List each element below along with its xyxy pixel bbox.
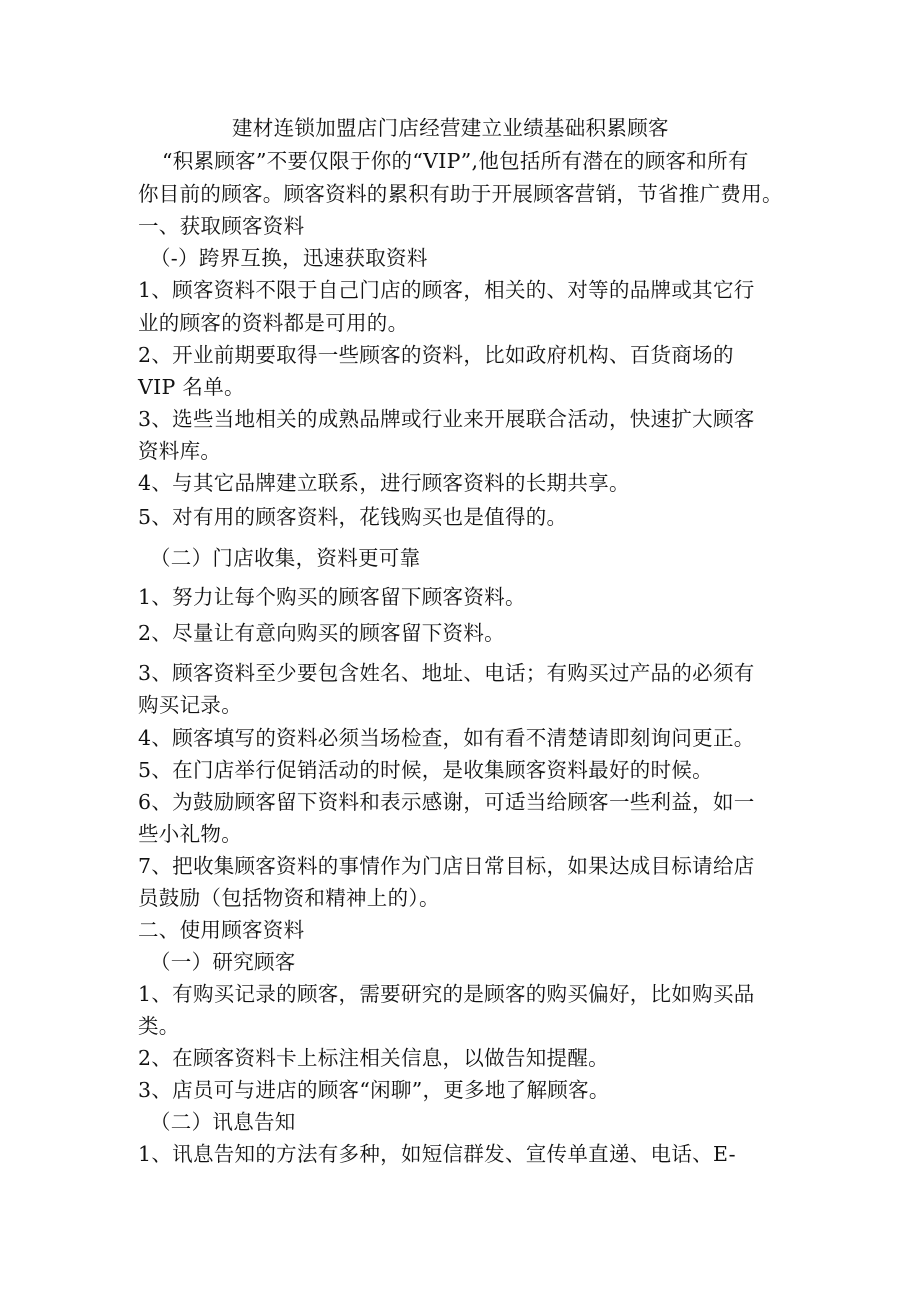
paragraph-line: 业的顾客的资料都是可用的。 [138, 311, 409, 335]
paragraph-line: 1、有购买记录的顾客，需要研究的是顾客的购买偏好，比如购买品 [138, 982, 755, 1006]
paragraph-line: 4、顾客填写的资料必须当场检查，如有看不清楚请即刻询问更正。 [138, 726, 755, 750]
paragraph-line: 7、把收集顾客资料的事情作为门店日常目标，如果达成目标请给店 [138, 854, 755, 878]
subsection-heading: （二）门店收集，资料更可靠 [150, 546, 421, 570]
paragraph-line: 6、为鼓励顾客留下资料和表示感谢，可适当给顾客一些利益，如一 [138, 790, 755, 814]
document-title: 建材连锁加盟店门店经营建立业绩基础积累顾客 [232, 116, 669, 140]
paragraph-line: VIP 名单。 [138, 375, 245, 399]
paragraph-line: 3、选些当地相关的成熟品牌或行业来开展联合活动，快速扩大顾客 [138, 407, 755, 431]
intro-line: 你目前的顾客。顾客资料的累积有助于开展顾客营销，节省推广费用。 [138, 182, 783, 206]
paragraph-line: 员鼓励（包括物资和精神上的）。 [138, 886, 440, 910]
paragraph-line: 3、店员可与进店的顾客“闲聊”，更多地了解顾客。 [138, 1078, 610, 1102]
paragraph-line: 资料库。 [138, 439, 222, 463]
paragraph-line: 5、对有用的顾客资料，花钱购买也是值得的。 [138, 505, 568, 529]
paragraph-line: 类。 [138, 1014, 180, 1038]
paragraph-line: 2、在顾客资料卡上标注相关信息，以做告知提醒。 [138, 1046, 609, 1070]
paragraph-line: 3、顾客资料至少要包含姓名、地址、电话；有购买过产品的必须有 [138, 661, 755, 685]
paragraph-line: 1、讯息告知的方法有多种，如短信群发、宣传单直递、电话、E- [138, 1142, 736, 1166]
section-heading: 二、使用顾客资料 [138, 918, 305, 942]
paragraph-line: 1、努力让每个购买的顾客留下顾客资料。 [138, 585, 526, 609]
paragraph-line: 1、顾客资料不限于自己门店的顾客，相关的、对等的品牌或其它行 [138, 278, 755, 302]
paragraph-line: 些小礼物。 [138, 822, 242, 846]
paragraph-line: 购买记录。 [138, 693, 242, 717]
paragraph-line: 5、在门店举行促销活动的时候，是收集顾客资料最好的时候。 [138, 758, 713, 782]
subsection-heading: （一）研究顾客 [150, 950, 296, 974]
section-heading: 一、获取顾客资料 [138, 214, 305, 238]
paragraph-line: 2、尽量让有意向购买的顾客留下资料。 [138, 621, 505, 645]
paragraph-line: 4、与其它品牌建立联系，进行顾客资料的长期共享。 [138, 471, 630, 495]
subsection-heading: （二）讯息告知 [150, 1110, 296, 1134]
paragraph-line: 2、开业前期要取得一些顾客的资料，比如政府机构、百货商场的 [138, 343, 734, 367]
subsection-heading: （-）跨界互换，迅速获取资料 [150, 246, 428, 270]
intro-line: “积累顾客”不要仅限于你的“VIP”,他包括所有潜在的顾客和所有 [162, 149, 749, 173]
